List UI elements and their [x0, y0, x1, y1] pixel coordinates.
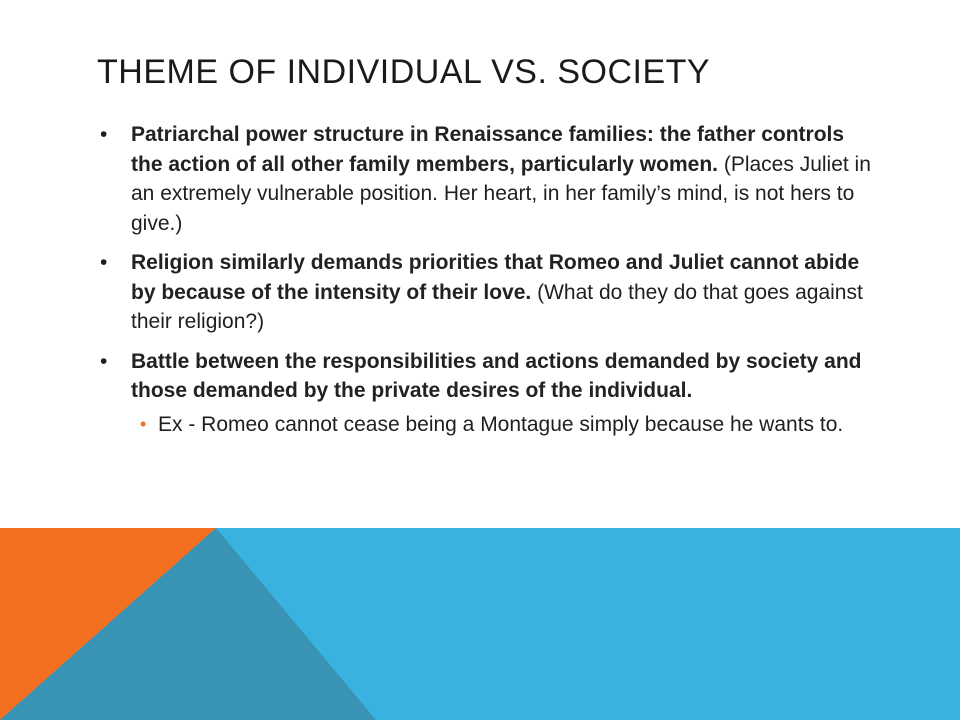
bullet-item-religion: [100, 248, 880, 337]
bullet-bold-text: Religion similarly demands priorities that Romeo and Juliet cannot abide by because of the intensity of their love.: [131, 251, 860, 304]
bullet-item-patriarchal: [100, 120, 880, 238]
bullet-dot: •: [100, 123, 108, 146]
bullet-dot: •: [100, 251, 108, 274]
slide-title: THEME OF INDIVIDUAL VS. SOCIETY: [97, 53, 711, 91]
bullet-bold-text: Patriarchal power structure in Renaissance families: the father controls the action of all other family members, particularly women.: [131, 123, 845, 176]
bullet-normal-text: (What do they do that goes against their religion?): [131, 280, 863, 333]
sub-bullet-text: Ex - Romeo cannot cease being a Montague simply because he wants to.: [158, 412, 844, 436]
sub-bullet-dot: •: [140, 413, 147, 434]
bullet-bold-text: Battle between the responsibilities and actions demanded by society and those demanded by the private desires of the individual.: [131, 349, 862, 402]
bullet-item-battle: [100, 347, 880, 406]
sub-bullet-item-example: [140, 410, 880, 440]
bullet-dot: •: [100, 349, 108, 373]
bullet-list: [100, 120, 880, 439]
bullet-normal-text: (Places Juliet in an extremely vulnerable position. Her heart, in her family’s mind, is not hers to give.): [131, 152, 871, 235]
